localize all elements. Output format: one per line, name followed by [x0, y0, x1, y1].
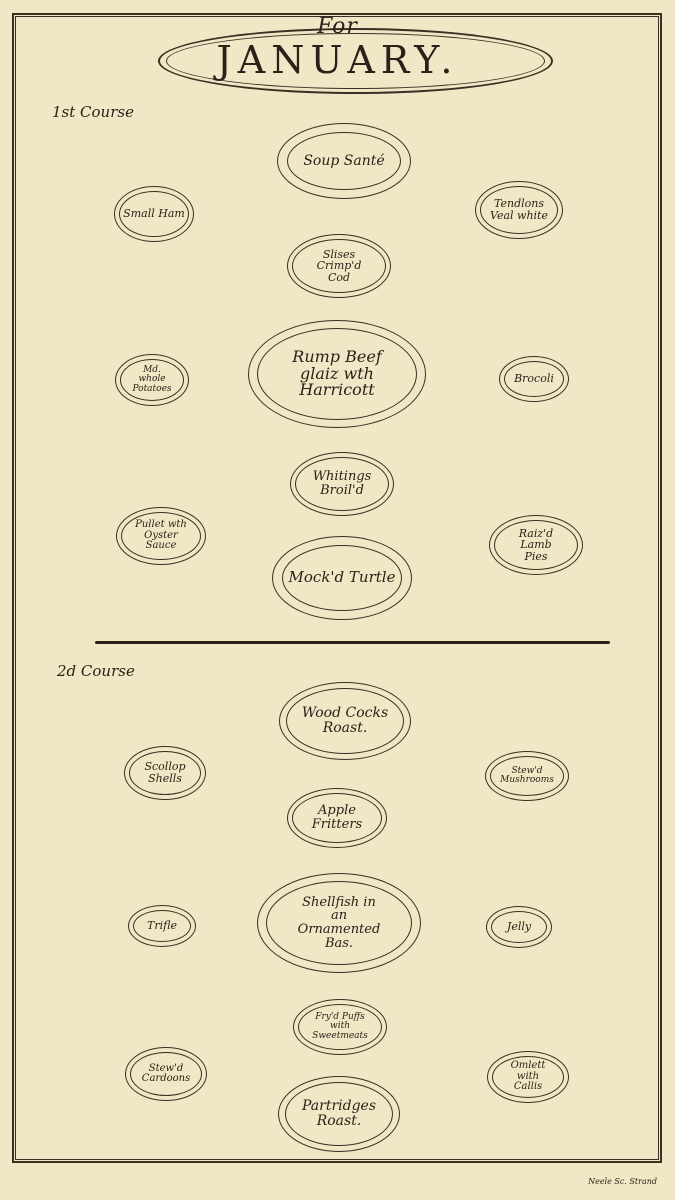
- dish-label: Whitings Broil'd: [295, 457, 389, 511]
- dish-label: Fry'd Puffs with Sweetmeats: [298, 1004, 382, 1050]
- dish-label: Pullet wth Oyster Sauce: [121, 512, 201, 560]
- second-course-label: 2d Course: [57, 662, 135, 680]
- dish-jelly: [486, 906, 552, 948]
- dish-label: Scollop Shells: [129, 751, 201, 795]
- dish-label: Apple Fritters: [292, 793, 382, 843]
- dish-small-ham: [114, 186, 194, 242]
- dish-brocoli: [499, 356, 569, 402]
- dish-label: Shellfish in an Ornamented Bas.: [266, 881, 412, 965]
- dish-label: Omlett with Callis: [492, 1056, 564, 1098]
- dish-label: Partridges Roast.: [285, 1082, 393, 1146]
- title-prefix: For: [317, 14, 358, 39]
- dish-label: Slises Crimp'd Cod: [292, 239, 386, 293]
- dish-trifle: [128, 905, 196, 947]
- dish-cardoons: [125, 1047, 207, 1101]
- dish-shellfish: [257, 873, 421, 973]
- dish-partridges: [278, 1076, 400, 1152]
- course-divider: [95, 641, 610, 644]
- dish-label: Soup Santé: [287, 132, 401, 190]
- first-course-label: 1st Course: [52, 103, 134, 121]
- dish-label: Md. whole Potatoes: [120, 359, 184, 401]
- dish-label: Stew'd Cardoons: [130, 1052, 202, 1096]
- dish-label: Small Ham: [119, 191, 189, 237]
- dish-label: Trifle: [133, 910, 191, 942]
- dish-whole-potatoes: [115, 354, 189, 406]
- dish-mushrooms: [485, 751, 569, 801]
- dish-fried-puffs: [293, 999, 387, 1055]
- dish-label: Brocoli: [504, 361, 564, 397]
- engraver-credit: Neele Sc. Strand: [588, 1177, 657, 1186]
- dish-label: Tendlons Veal white: [480, 186, 558, 234]
- dish-label: Jelly: [491, 911, 547, 943]
- dish-soup-sante: [277, 123, 411, 199]
- dish-label: Wood Cocks Roast.: [286, 688, 404, 754]
- dish-label: Raiz'd Lamb Pies: [494, 520, 578, 570]
- dish-label: Rump Beef glaiz wth Harricott: [257, 328, 417, 420]
- dish-whitings: [290, 452, 394, 516]
- dish-mock-turtle: [272, 536, 412, 620]
- dish-pullet: [116, 507, 206, 565]
- dish-omlett: [487, 1051, 569, 1103]
- dish-label: Mock'd Turtle: [282, 545, 402, 611]
- dish-lamb-pies: [489, 515, 583, 575]
- dish-rump-beef: [248, 320, 426, 428]
- dish-crimped-cod: [287, 234, 391, 298]
- dish-apple-fritters: [287, 788, 387, 848]
- title-month: JANUARY.: [216, 38, 459, 82]
- dish-wood-cocks: [279, 682, 411, 760]
- dish-label: Stew'd Mushrooms: [490, 756, 564, 796]
- dish-scollop-shells: [124, 746, 206, 800]
- dish-tendlons-veal: [475, 181, 563, 239]
